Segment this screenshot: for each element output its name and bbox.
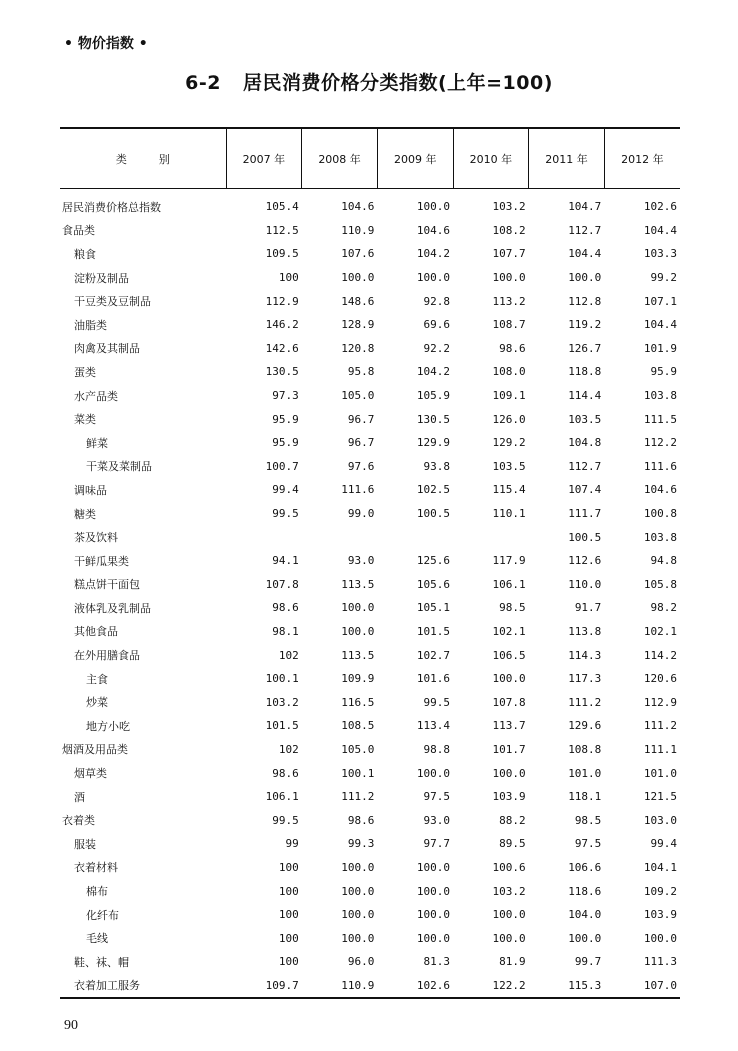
index-value-cell: 104.6: [341, 200, 375, 214]
row-category-label: 服装: [74, 837, 96, 851]
index-value-cell: 103.9: [492, 790, 526, 804]
index-value-cell: 121.5: [643, 790, 677, 804]
index-value-cell: 117.3: [568, 672, 602, 686]
table-row: [60, 189, 680, 219]
index-value-cell: 111.7: [568, 507, 602, 521]
index-value-cell: 106.6: [568, 860, 602, 874]
row-category-label: 糖类: [74, 507, 96, 521]
index-value-cell: 100.0: [341, 908, 375, 922]
index-value-cell: 116.5: [341, 695, 375, 709]
index-value-cell: 94.8: [650, 554, 677, 568]
index-value-cell: 96.7: [347, 412, 375, 426]
table-row: [60, 903, 680, 927]
index-value-cell: 108.5: [341, 719, 375, 733]
section-tag: • 物价指数 •: [64, 36, 148, 52]
row-category-label: 酒: [74, 790, 85, 804]
table-row: [60, 714, 680, 738]
index-value-cell: 122.2: [453, 974, 529, 999]
index-value-cell: 97.5: [574, 837, 602, 851]
index-value-cell: 99.5: [272, 507, 299, 521]
table-row: [60, 242, 680, 266]
table-row: [60, 620, 680, 644]
index-value-cell: 113.7: [492, 719, 526, 733]
index-value-cell: 112.5: [265, 223, 299, 237]
table-body: [60, 189, 680, 999]
index-value-cell: 99.7: [574, 955, 602, 969]
table-row: [60, 667, 680, 691]
index-value-cell: 100.0: [341, 931, 375, 945]
index-value-cell: 107.7: [492, 247, 526, 261]
index-value-cell: 113.5: [341, 577, 375, 591]
row-category-label: 在外用膳食品: [74, 649, 140, 663]
index-value-cell: 100.0: [416, 200, 451, 214]
index-value-cell: 112.9: [265, 294, 299, 308]
table-title-text: 居民消费价格分类指数(上年=100): [242, 72, 553, 94]
index-value-cell: 110.0: [568, 577, 602, 591]
row-category-label: 衣着材料: [74, 861, 118, 875]
index-value-cell: 103.5: [568, 412, 602, 426]
index-value-cell: 103.3: [643, 247, 677, 261]
index-value-cell: 94.1: [272, 554, 299, 568]
year-column-header: 2008 年: [302, 128, 378, 189]
index-value-cell: 100.0: [568, 271, 602, 285]
row-category-label: 菜类: [74, 413, 96, 427]
index-value-cell: 100.5: [568, 530, 602, 544]
table-row: [60, 525, 680, 549]
year-column-header: 2010 年: [453, 128, 529, 189]
row-category-label: 化纤布: [86, 908, 119, 922]
index-value-cell: 111.2: [568, 695, 602, 709]
index-value-cell: 104.8: [568, 436, 602, 450]
row-category-label: 淀粉及制品: [74, 271, 129, 285]
index-value-cell: 130.5: [265, 365, 299, 379]
index-value-cell: 100.0: [492, 271, 526, 285]
index-value-cell: 104.4: [643, 318, 677, 332]
row-category-label: 棉布: [86, 885, 108, 899]
index-value-cell: 81.3: [423, 955, 451, 969]
index-value-cell: 107.1: [643, 294, 677, 308]
row-category-label: 食品类: [62, 224, 95, 238]
row-category-label: 烟酒及用品类: [62, 743, 128, 757]
index-value-cell: 120.6: [643, 672, 677, 686]
index-value-cell: 108.2: [492, 223, 526, 237]
index-value-cell: 101.0: [568, 766, 602, 780]
index-value-cell: 115.4: [492, 483, 526, 497]
index-value-cell: 108.7: [492, 318, 526, 332]
category-header-char-2: 别: [158, 152, 170, 166]
index-value-cell: 99: [285, 837, 299, 851]
index-value-cell: 101.0: [643, 766, 677, 780]
row-category-label: 干豆类及豆制品: [74, 295, 151, 309]
index-value-cell: 100.0: [416, 271, 451, 285]
index-value-cell: 148.6: [341, 294, 375, 308]
index-value-cell: 107.8: [492, 695, 526, 709]
index-value-cell: 103.0: [643, 813, 677, 827]
index-value-cell: 98.5: [499, 601, 526, 615]
category-header-char-1: 类: [115, 152, 127, 166]
index-value-cell: 100.0: [416, 931, 451, 945]
index-value-cell: 93.8: [423, 459, 451, 473]
index-value-cell: 103.5: [492, 459, 526, 473]
index-value-cell: 125.6: [416, 554, 451, 568]
index-value-cell: 97.6: [347, 459, 375, 473]
table-row: [60, 761, 680, 785]
year-column-header: 2012 年: [604, 128, 680, 189]
index-value-cell: 103.2: [492, 884, 526, 898]
index-value-cell: 103.2: [265, 695, 299, 709]
index-value-cell: 98.6: [347, 813, 375, 827]
index-value-cell: 100.0: [492, 672, 526, 686]
index-value-cell: 142.6: [265, 341, 299, 355]
index-value-cell: 98.5: [574, 813, 602, 827]
index-value-cell: 69.6: [423, 318, 451, 332]
table-row: [60, 926, 680, 950]
index-value-cell: 113.4: [416, 719, 451, 733]
index-value-cell: 100.5: [416, 507, 451, 521]
table-row: [60, 549, 680, 573]
index-value-cell: 111.1: [643, 742, 677, 756]
index-value-cell: 103.2: [492, 200, 526, 214]
index-value-cell: 111.6: [341, 483, 375, 497]
index-value-cell: 97.5: [423, 790, 451, 804]
index-value-cell: 118.8: [568, 365, 602, 379]
index-value-cell: 117.9: [492, 554, 526, 568]
table-row: [60, 266, 680, 290]
index-value-cell: 111.5: [643, 412, 677, 426]
index-value-cell: 111.2: [643, 719, 677, 733]
index-value-cell: 100: [278, 860, 299, 874]
index-value-cell: 100.7: [265, 459, 299, 473]
category-column-header: [60, 128, 226, 189]
index-value-cell: 100.0: [568, 931, 602, 945]
index-value-cell: 104.7: [568, 200, 602, 214]
index-value-cell: 129.2: [492, 436, 526, 450]
row-category-label: 地方小吃: [86, 719, 130, 733]
index-value-cell: 99.4: [650, 837, 677, 851]
index-value-cell: 102.7: [416, 648, 451, 662]
row-category-label: 衣着加工服务: [60, 974, 226, 999]
index-value-cell: 111.2: [341, 790, 375, 804]
row-category-label: 糕点饼干面包: [74, 578, 140, 592]
index-value-cell: 110.9: [302, 974, 378, 999]
index-value-cell: 105.0: [341, 389, 375, 403]
index-value-cell: 109.5: [265, 247, 299, 261]
index-value-cell: 96.0: [347, 955, 375, 969]
index-value-cell: 129.6: [568, 719, 602, 733]
index-value-cell: 112.2: [643, 436, 677, 450]
index-value-cell: 112.7: [568, 459, 602, 473]
index-value-cell: 108.0: [492, 365, 526, 379]
index-value-cell: 100.0: [492, 766, 526, 780]
index-value-cell: 100.0: [416, 766, 451, 780]
index-value-cell: 81.9: [499, 955, 526, 969]
index-value-cell: 96.7: [347, 436, 375, 450]
index-value-cell: 109.9: [341, 672, 375, 686]
index-value-cell: [226, 525, 302, 549]
index-value-cell: 100.1: [265, 672, 299, 686]
index-value-cell: 100.1: [341, 766, 375, 780]
table-row: [60, 785, 680, 809]
table-row: [60, 360, 680, 384]
row-category-label: 主食: [86, 672, 108, 686]
index-value-cell: 105.1: [416, 601, 451, 615]
index-value-cell: 103.8: [643, 530, 677, 544]
row-category-label: 肉禽及其制品: [74, 342, 140, 356]
index-value-cell: 113.2: [492, 294, 526, 308]
table-row: [60, 856, 680, 880]
year-column-header: 2009 年: [377, 128, 453, 189]
index-value-cell: 101.5: [416, 624, 451, 638]
index-value-cell: 98.6: [272, 601, 299, 615]
index-value-cell: 100.0: [341, 271, 375, 285]
table-row: [60, 879, 680, 903]
index-value-cell: 100.0: [416, 884, 451, 898]
row-category-label: 油脂类: [74, 318, 107, 332]
index-value-cell: 104.6: [416, 223, 451, 237]
index-value-cell: [377, 525, 453, 549]
row-category-label: 干鲜瓜果类: [74, 554, 129, 568]
index-value-cell: 98.6: [499, 341, 526, 355]
index-value-cell: 105.4: [265, 200, 299, 214]
row-category-label: 其他食品: [74, 625, 118, 639]
table-row: [60, 219, 680, 243]
index-value-cell: 101.7: [492, 742, 526, 756]
table-row: [60, 832, 680, 856]
index-value-cell: 107.8: [265, 577, 299, 591]
row-category-label: 粮食: [74, 247, 96, 261]
table-row: [60, 337, 680, 361]
index-value-cell: 109.2: [643, 884, 677, 898]
index-value-cell: 104.4: [643, 223, 677, 237]
index-value-cell: 99.3: [347, 837, 375, 851]
table-row: [60, 502, 680, 526]
index-value-cell: 101.6: [416, 672, 451, 686]
index-value-cell: 128.9: [341, 318, 375, 332]
table-header-row: [60, 128, 680, 189]
index-value-cell: 100.6: [492, 860, 526, 874]
table-row: [60, 289, 680, 313]
index-value-cell: 98.2: [650, 601, 677, 615]
index-value-cell: 111.3: [643, 955, 677, 969]
index-value-cell: 99.5: [423, 695, 451, 709]
table-row: [60, 690, 680, 714]
index-value-cell: 102: [278, 742, 299, 756]
index-value-cell: 118.1: [568, 790, 602, 804]
index-value-cell: 118.6: [568, 884, 602, 898]
index-value-cell: 103.8: [643, 389, 677, 403]
index-value-cell: 102.5: [416, 483, 451, 497]
index-value-cell: 107.6: [341, 247, 375, 261]
index-value-cell: 126.7: [568, 341, 602, 355]
index-value-cell: 112.6: [568, 554, 602, 568]
index-value-cell: 114.4: [568, 389, 602, 403]
table-row: [60, 974, 680, 999]
index-value-cell: 98.8: [423, 742, 451, 756]
index-value-cell: 97.7: [423, 837, 451, 851]
index-value-cell: 102.1: [643, 624, 677, 638]
index-value-cell: 101.9: [643, 341, 677, 355]
index-value-cell: 93.0: [423, 813, 451, 827]
index-value-cell: 102: [278, 648, 299, 662]
year-column-header: 2011 年: [529, 128, 605, 189]
index-value-cell: 105.6: [416, 577, 451, 591]
row-category-label: 干菜及菜制品: [86, 460, 152, 474]
index-value-cell: 113.8: [568, 624, 602, 638]
table-row: [60, 808, 680, 832]
index-value-cell: 100: [278, 931, 299, 945]
index-value-cell: 104.2: [416, 247, 451, 261]
index-value-cell: 102.6: [377, 974, 453, 999]
row-category-label: 调味品: [74, 483, 107, 497]
index-value-cell: 100.0: [416, 860, 451, 874]
index-value-cell: 101.5: [265, 719, 299, 733]
index-value-cell: 89.5: [499, 837, 526, 851]
table-row: [60, 407, 680, 431]
index-value-cell: 100.0: [492, 931, 526, 945]
index-value-cell: 110.9: [341, 223, 375, 237]
index-value-cell: 104.2: [416, 365, 451, 379]
index-value-cell: 104.1: [643, 860, 677, 874]
index-value-cell: 100.0: [643, 931, 677, 945]
table-row: [60, 643, 680, 667]
year-column-header: 2007 年: [226, 128, 302, 189]
index-value-cell: 129.9: [416, 436, 451, 450]
row-category-label: 鲜菜: [86, 436, 108, 450]
table-number: 6-2: [185, 72, 221, 94]
index-value-cell: 99.2: [650, 271, 677, 285]
index-value-cell: 106.1: [265, 790, 299, 804]
index-value-cell: 108.8: [568, 742, 602, 756]
index-value-cell: 114.2: [643, 648, 677, 662]
table-row: [60, 455, 680, 479]
index-value-cell: 103.9: [643, 908, 677, 922]
row-category-label: 水产品类: [74, 389, 118, 403]
index-value-cell: 105.9: [416, 389, 451, 403]
index-value-cell: 95.8: [347, 365, 375, 379]
table-row: [60, 573, 680, 597]
index-value-cell: 104.0: [568, 908, 602, 922]
index-value-cell: 106.5: [492, 648, 526, 662]
table-row: [60, 950, 680, 974]
index-value-cell: 104.6: [643, 483, 677, 497]
index-value-cell: 95.9: [272, 412, 299, 426]
index-value-cell: 112.7: [568, 223, 602, 237]
index-value-cell: 92.8: [423, 294, 451, 308]
index-value-cell: 113.5: [341, 648, 375, 662]
index-value-cell: 102.1: [492, 624, 526, 638]
row-category-label: 衣着类: [62, 814, 95, 828]
index-value-cell: 100.0: [492, 908, 526, 922]
index-value-cell: 95.9: [650, 365, 677, 379]
index-value-cell: 112.9: [643, 695, 677, 709]
index-value-cell: 99.5: [272, 813, 299, 827]
index-value-cell: 111.6: [643, 459, 677, 473]
table-row: [60, 596, 680, 620]
index-value-cell: 109.7: [226, 974, 302, 999]
index-value-cell: 109.1: [492, 389, 526, 403]
index-value-cell: 91.7: [574, 601, 602, 615]
index-value-cell: 107.0: [604, 974, 680, 999]
index-value-cell: 98.6: [272, 766, 299, 780]
index-value-cell: 110.1: [492, 507, 526, 521]
index-value-cell: 105.8: [643, 577, 677, 591]
index-value-cell: 100: [278, 955, 299, 969]
index-value-cell: 97.3: [272, 389, 299, 403]
index-value-cell: 115.3: [529, 974, 605, 999]
page-title: [0, 68, 738, 95]
index-value-cell: 93.0: [347, 554, 375, 568]
row-category-label: 毛线: [86, 932, 108, 946]
index-value-cell: 100.0: [341, 884, 375, 898]
index-value-cell: 112.8: [568, 294, 602, 308]
index-value-cell: [453, 525, 529, 549]
index-value-cell: 146.2: [265, 318, 299, 332]
index-value-cell: 95.9: [272, 436, 299, 450]
index-value-cell: 100.8: [643, 507, 677, 521]
table-row: [60, 384, 680, 408]
index-value-cell: 104.4: [568, 247, 602, 261]
row-category-label: 烟草类: [74, 767, 107, 781]
row-category-label: 鞋、袜、帽: [74, 955, 129, 969]
row-category-label: 茶及饮料: [74, 531, 118, 545]
table-row: [60, 431, 680, 455]
row-category-label: 居民消费价格总指数: [62, 200, 161, 214]
index-value-cell: 114.3: [568, 648, 602, 662]
index-value-cell: 120.8: [341, 341, 375, 355]
index-value-cell: [302, 525, 378, 549]
index-value-cell: 130.5: [416, 412, 451, 426]
index-value-cell: 99.0: [347, 507, 375, 521]
index-value-cell: 126.0: [492, 412, 526, 426]
table-row: [60, 313, 680, 337]
index-value-cell: 100.0: [341, 860, 375, 874]
price-index-table: [60, 127, 680, 999]
index-value-cell: 119.2: [568, 318, 602, 332]
index-value-cell: 105.0: [341, 742, 375, 756]
row-category-label: 炒菜: [86, 696, 108, 710]
table-row: [60, 478, 680, 502]
row-category-label: 蛋类: [74, 365, 96, 379]
page-number: 90: [64, 1018, 78, 1033]
table-row: [60, 738, 680, 762]
index-value-cell: 98.1: [272, 624, 299, 638]
index-value-cell: 99.4: [272, 483, 299, 497]
index-value-cell: 100: [278, 884, 299, 898]
index-value-cell: 100.0: [341, 624, 375, 638]
row-category-label: 液体乳及乳制品: [74, 601, 151, 615]
index-value-cell: 100: [278, 271, 299, 285]
index-value-cell: 88.2: [499, 813, 526, 827]
index-value-cell: 100.0: [341, 601, 375, 615]
index-value-cell: 107.4: [568, 483, 602, 497]
index-value-cell: 92.2: [423, 341, 451, 355]
index-value-cell: 100.0: [416, 908, 451, 922]
index-value-cell: 106.1: [492, 577, 526, 591]
index-value-cell: 102.6: [643, 200, 677, 214]
index-value-cell: 100: [278, 908, 299, 922]
